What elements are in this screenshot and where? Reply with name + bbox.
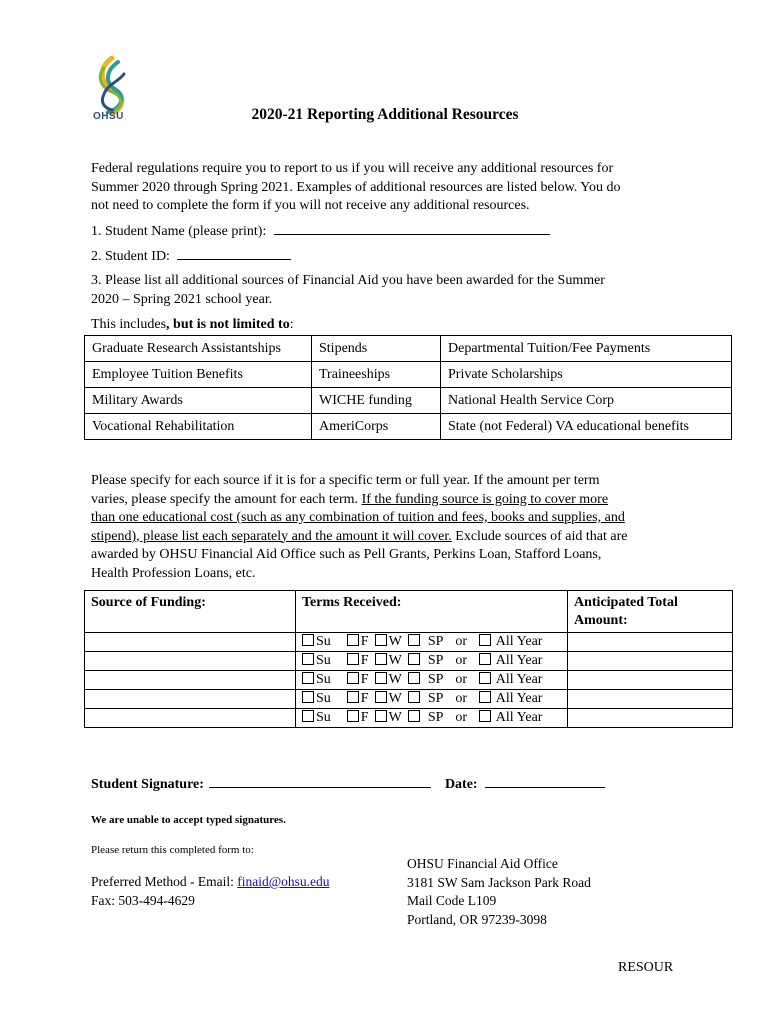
table-cell: WICHE funding xyxy=(312,388,441,414)
term-label: All Year xyxy=(495,653,543,668)
term-label: Su xyxy=(316,691,331,706)
checkbox-w[interactable] xyxy=(375,634,387,646)
form-code: RESOUR xyxy=(618,960,674,975)
or-label: or xyxy=(455,710,468,725)
logo-text: OHSU xyxy=(93,111,124,122)
instructions-line xyxy=(91,491,701,510)
funding-row xyxy=(85,671,733,690)
amount-header-line: Anticipated Total xyxy=(574,595,678,610)
checkbox-f[interactable] xyxy=(347,653,359,665)
terms-cell xyxy=(296,690,568,709)
amount-header xyxy=(568,591,733,633)
question-3-line: 2020 – Spring 2021 school year. xyxy=(91,291,273,307)
signature-label: Student Signature: xyxy=(91,777,204,792)
instructions-line: Health Profession Loans, etc. xyxy=(91,565,256,581)
funding-row xyxy=(85,652,733,671)
student-id-field xyxy=(91,247,691,267)
contact-block xyxy=(91,873,391,910)
checkbox-w[interactable] xyxy=(375,653,387,665)
terms-cell xyxy=(296,671,568,690)
intro-paragraph xyxy=(91,160,691,216)
or-label: or xyxy=(455,691,468,706)
instructions-line xyxy=(91,528,701,547)
term-label: W xyxy=(388,691,402,706)
student-name-field xyxy=(91,222,691,242)
term-label: All Year xyxy=(495,634,543,649)
checkbox-all-year[interactable] xyxy=(479,653,491,665)
table-cell: Graduate Research Assistantships xyxy=(85,336,312,362)
table-cell: Departmental Tuition/Fee Payments xyxy=(441,336,732,362)
term-label: F xyxy=(360,691,369,706)
intro-line: Summer 2020 through Spring 2021. Examples of additional resources are listed below. You do xyxy=(91,179,621,195)
table-header-row xyxy=(85,591,733,633)
amount-cell[interactable] xyxy=(568,709,733,728)
instructions-text: varies, please specify the amount for each term. xyxy=(91,491,362,507)
table-row xyxy=(85,414,732,440)
amount-header-line: Amount: xyxy=(574,613,628,628)
funding-row xyxy=(85,690,733,709)
term-label: F xyxy=(360,634,369,649)
instructions-line: awarded by OHSU Financial Aid Office such as Pell Grants, Perkins Loan, Stafford Loans, xyxy=(91,547,602,562)
checkbox-w[interactable] xyxy=(375,672,387,684)
instructions-line: Please specify for each source if it is for a specific term or full year. If the amount per term xyxy=(91,473,600,488)
checkbox-sp[interactable] xyxy=(408,710,420,722)
source-cell[interactable] xyxy=(85,633,296,652)
email-label: Preferred Method - Email: xyxy=(91,874,238,889)
amount-cell[interactable] xyxy=(568,652,733,671)
term-label: F xyxy=(360,653,369,668)
term-label: W xyxy=(388,653,402,668)
funding-row xyxy=(85,709,733,728)
table-row xyxy=(85,362,732,388)
table-row xyxy=(85,336,732,362)
checkbox-all-year[interactable] xyxy=(479,672,491,684)
typed-signature-note: We are unable to accept typed signatures. xyxy=(91,814,286,826)
checkbox-sp[interactable] xyxy=(408,691,420,703)
amount-cell[interactable] xyxy=(568,671,733,690)
checkbox-all-year[interactable] xyxy=(479,710,491,722)
terms-header: Terms Received: xyxy=(296,591,568,633)
funding-table xyxy=(84,590,733,728)
table-cell: Private Scholarships xyxy=(441,362,732,388)
term-label: All Year xyxy=(495,691,543,706)
term-label: SP xyxy=(427,710,444,725)
includes-label xyxy=(91,316,691,335)
term-label: All Year xyxy=(495,710,543,725)
term-label: Su xyxy=(316,634,331,649)
checkbox-f[interactable] xyxy=(347,710,359,722)
checkbox-su[interactable] xyxy=(302,672,314,684)
term-label: Su xyxy=(316,653,331,668)
source-cell[interactable] xyxy=(85,671,296,690)
student-id-label: 2. Student ID: xyxy=(91,249,170,264)
includes-suffix: : xyxy=(289,317,294,332)
table-cell: Employee Tuition Benefits xyxy=(85,362,312,388)
term-label: SP xyxy=(427,634,444,649)
examples-table xyxy=(84,335,732,440)
address-line: 3181 SW Sam Jackson Park Road xyxy=(407,874,591,890)
amount-cell[interactable] xyxy=(568,633,733,652)
checkbox-f[interactable] xyxy=(347,691,359,703)
email-line xyxy=(91,873,391,892)
page-title: 2020-21 Reporting Additional Resources xyxy=(251,106,519,123)
checkbox-sp[interactable] xyxy=(408,634,420,646)
or-label: or xyxy=(455,672,468,687)
date-field[interactable] xyxy=(485,775,605,788)
instructions-underlined: If the funding source is going to cover more xyxy=(361,491,609,507)
intro-line: Federal regulations require you to report to us if you will receive any additional resources for xyxy=(91,161,614,176)
checkbox-su[interactable] xyxy=(302,653,314,665)
table-cell: Stipends xyxy=(312,336,441,362)
address-line: OHSU Financial Aid Office xyxy=(407,856,558,871)
mailing-address xyxy=(407,855,667,929)
checkbox-w[interactable] xyxy=(375,710,387,722)
term-label: F xyxy=(360,672,369,687)
checkbox-sp[interactable] xyxy=(408,672,420,684)
instructions-line xyxy=(91,509,701,528)
checkbox-all-year[interactable] xyxy=(479,634,491,646)
checkbox-su[interactable] xyxy=(302,691,314,703)
checkbox-f[interactable] xyxy=(347,672,359,684)
checkbox-w[interactable] xyxy=(375,691,387,703)
or-label: or xyxy=(455,653,468,668)
table-cell: Vocational Rehabilitation xyxy=(85,414,312,440)
table-row xyxy=(85,388,732,414)
checkbox-su[interactable] xyxy=(302,634,314,646)
term-label: SP xyxy=(427,653,444,668)
terms-cell xyxy=(296,709,568,728)
signature-field[interactable] xyxy=(209,775,431,788)
checkbox-f[interactable] xyxy=(347,634,359,646)
signature-line xyxy=(91,775,711,795)
checkbox-sp[interactable] xyxy=(408,653,420,665)
source-header: Source of Funding: xyxy=(85,591,296,633)
table-cell: AmeriCorps xyxy=(312,414,441,440)
intro-line: not need to complete the form if you will not receive any additional resources. xyxy=(91,198,530,213)
instructions-paragraph xyxy=(91,472,701,583)
source-cell[interactable] xyxy=(85,652,296,671)
return-note: Please return this completed form to: xyxy=(91,844,254,856)
checkbox-su[interactable] xyxy=(302,710,314,722)
email-link[interactable]: finaid@ohsu.edu xyxy=(237,874,330,889)
term-label: W xyxy=(388,710,402,725)
term-label: SP xyxy=(427,691,444,706)
term-label: All Year xyxy=(495,672,543,687)
date-label: Date: xyxy=(444,777,478,792)
or-label: or xyxy=(455,634,468,649)
includes-bold: , but is not limited to xyxy=(166,317,290,332)
terms-cell xyxy=(296,633,568,652)
term-label: Su xyxy=(316,672,331,687)
instructions-underlined: than one educational cost (such as any combination of tuition and fees, books and supplies, and xyxy=(91,510,625,525)
student-id-line[interactable] xyxy=(177,247,291,260)
source-cell[interactable] xyxy=(85,709,296,728)
question-3-line: 3. Please list all additional sources of Financial Aid you have been awarded for the Summer xyxy=(91,273,605,288)
amount-cell[interactable] xyxy=(568,690,733,709)
table-cell: Military Awards xyxy=(85,388,312,414)
source-cell[interactable] xyxy=(85,690,296,709)
instructions-underlined: stipend), please list each separately and the amount it will cover. xyxy=(91,528,452,544)
student-name-label: 1. Student Name (please print): xyxy=(91,224,267,239)
table-cell: National Health Service Corp xyxy=(441,388,732,414)
fax-line: Fax: 503-494-4629 xyxy=(91,892,195,908)
checkbox-all-year[interactable] xyxy=(479,691,491,703)
table-cell: State (not Federal) VA educational benefits xyxy=(441,414,732,440)
question-3 xyxy=(91,272,691,309)
term-label: W xyxy=(388,672,402,687)
table-cell: Traineeships xyxy=(312,362,441,388)
address-line: Portland, OR 97239-3098 xyxy=(407,911,547,927)
instructions-text: Exclude sources of aid that are xyxy=(451,528,628,544)
address-line: Mail Code L109 xyxy=(407,893,497,908)
student-name-line[interactable] xyxy=(274,222,550,235)
term-label: SP xyxy=(427,672,444,687)
terms-cell xyxy=(296,652,568,671)
term-label: F xyxy=(360,710,369,725)
includes-prefix: This includes xyxy=(91,317,167,332)
term-label: W xyxy=(388,634,402,649)
term-label: Su xyxy=(316,710,331,725)
funding-row xyxy=(85,633,733,652)
